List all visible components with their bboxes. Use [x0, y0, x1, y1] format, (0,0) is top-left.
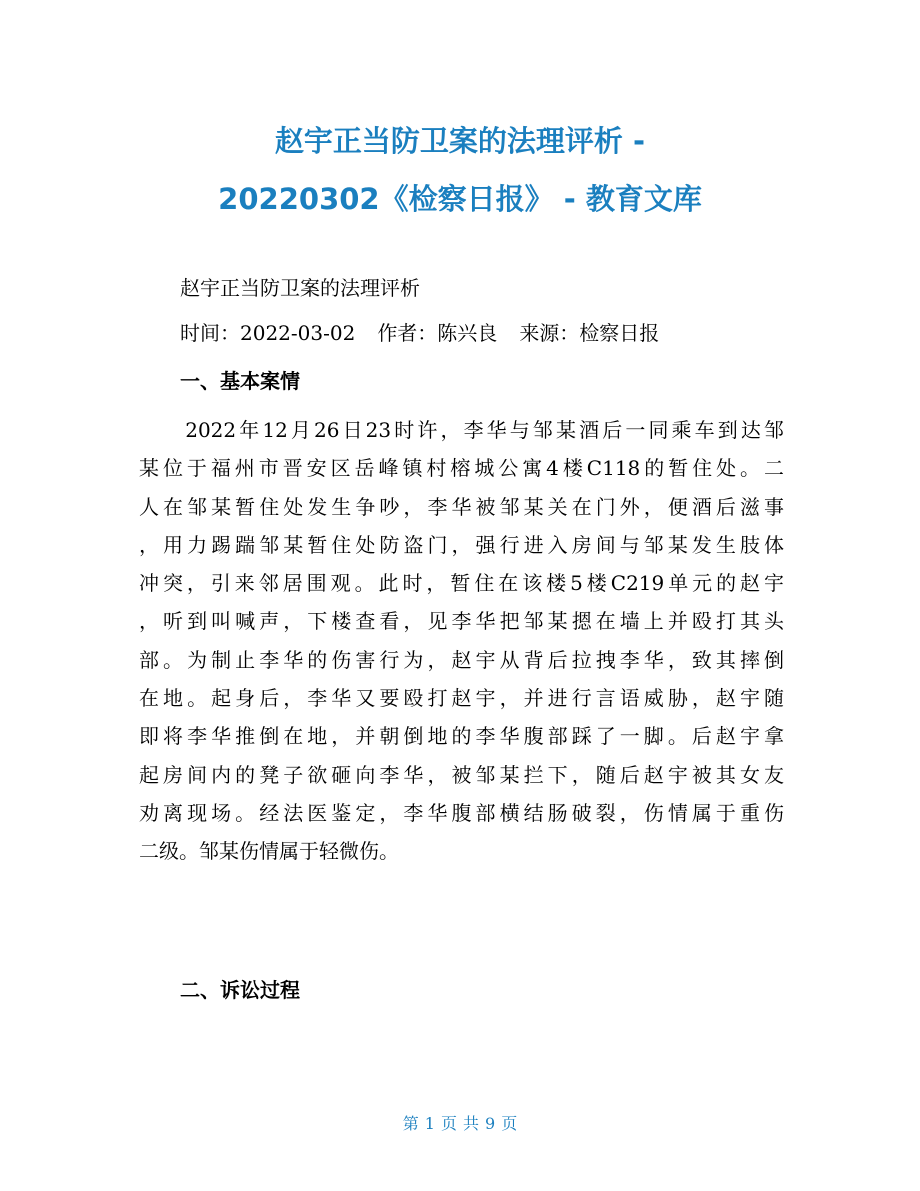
paragraph-line: 2022年12月26日23时许，李华与邹某酒后一同乘车到达邹 — [139, 418, 784, 442]
section-heading-litigation: 二、诉讼过程 — [180, 978, 300, 1002]
footer-total-unit: 页 — [501, 1114, 518, 1133]
title-line-1: 赵宇正当防卫案的法理评析 - — [274, 124, 646, 158]
footer-total-label: 共 — [463, 1114, 480, 1133]
footer-page-label: 第 — [402, 1114, 419, 1133]
paragraph-line: 冲突，引来邻居围观。此时，暂住在该楼5楼C219单元的赵宇 — [139, 571, 784, 596]
case-facts-paragraph — [139, 411, 784, 871]
meta-source: 来源：检察日报 — [519, 321, 660, 345]
paragraph-line: 部。为制止李华的伤害行为，赵宇从背后拉拽李华，致其摔倒 — [139, 647, 784, 672]
paragraph-line: ，听到叫喊声，下楼查看，见李华把邹某摁在墙上并殴打其头 — [139, 609, 784, 634]
paragraph-line: 起房间内的凳子欲砸向李华，被邹某拦下，随后赵宇被其女友 — [139, 762, 784, 787]
article-subtitle: 赵宇正当防卫案的法理评析 — [180, 276, 420, 300]
paragraph-line: 在地。起身后，李华又要殴打赵宇，并进行言语威胁，赵宇随 — [139, 686, 784, 711]
section-heading-basic-facts: 一、基本案情 — [180, 369, 300, 393]
paragraph-line: 劝离现场。经法医鉴定，李华腹部横结肠破裂，伤情属于重伤 — [139, 800, 784, 825]
paragraph-line: ，用力踢踹邹某暂住处防盗门，强行进入房间与邹某发生肢体 — [139, 532, 784, 557]
document-title — [100, 112, 820, 228]
paragraph-line: 二级。邹某伤情属于轻微伤。 — [139, 839, 399, 864]
paragraph-line: 人在邹某暂住处发生争吵，李华被邹某关在门外，便酒后滋事 — [139, 494, 784, 519]
page-footer — [0, 1114, 920, 1134]
paragraph-line: 某位于福州市晋安区岳峰镇村榕城公寓4楼C118的暂住处。二 — [139, 456, 784, 481]
paragraph-line: 即将李华推倒在地，并朝倒地的李华腹部踩了一脚。后赵宇拿 — [139, 724, 784, 749]
meta-author: 作者：陈兴良 — [377, 321, 498, 345]
footer-total-pages: 9 — [485, 1114, 496, 1133]
footer-current-page: 1 — [424, 1114, 435, 1133]
meta-time: 时间：2022-03-02 — [180, 321, 356, 345]
footer-page-unit: 页 — [440, 1114, 457, 1133]
title-line-2: 20220302《检察日报》 - 教育文库 — [218, 182, 702, 216]
article-meta — [180, 321, 659, 345]
